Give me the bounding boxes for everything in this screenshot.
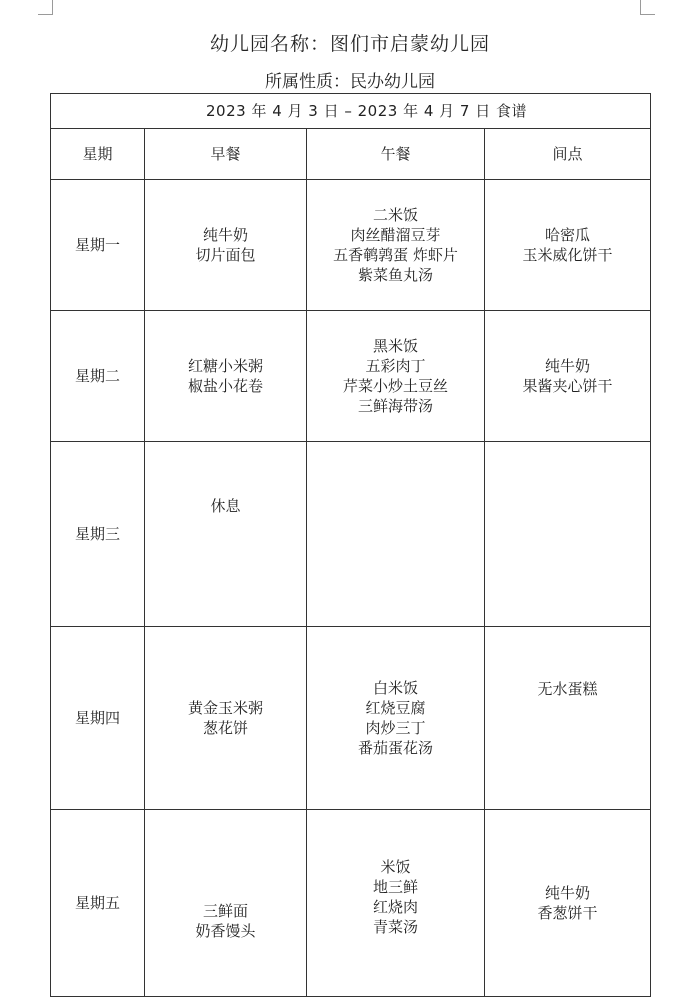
week-range-row [51,94,651,129]
menu-item: 香葱饼干 [537,904,598,922]
lunch-cell [307,311,485,442]
day-cell: 星期三 [51,442,145,627]
table-row [51,311,651,442]
breakfast-cell [145,810,307,997]
snack-cell [485,442,651,627]
menu-item: 青菜汤 [372,918,418,936]
snack-cell [485,810,651,997]
menu-item: 无水蛋糕 [537,680,598,698]
snack-cell [485,627,651,810]
column-header-breakfast: 早餐 [145,129,307,180]
menu-item: 肉炒三丁 [365,719,426,737]
menu-item: 纯牛奶 [545,884,591,902]
breakfast-cell [145,311,307,442]
lunch-cell [307,810,485,997]
column-header-day: 星期 [51,129,145,180]
menu-item: 米饭 [380,858,411,876]
breakfast-cell [145,442,307,627]
day-cell: 星期四 [51,627,145,810]
menu-item: 红烧豆腐 [365,699,426,717]
lunch-cell [307,180,485,311]
table-row [51,442,651,627]
menu-item: 红烧肉 [372,898,418,916]
column-header-lunch: 午餐 [307,129,485,180]
day-cell: 星期二 [51,311,145,442]
menu-item: 芹菜小炒土豆丝 [342,377,448,395]
kindergarten-name: 幼儿园名称：图们市启蒙幼儿园 [209,33,490,55]
menu-item: 黑米饭 [372,337,418,355]
breakfast-cell [145,180,307,311]
menu-item: 紫菜鱼丸汤 [357,266,433,284]
menu-item: 休息 [210,497,241,515]
menu-item: 切片面包 [195,246,256,264]
menu-item: 纯牛奶 [545,357,591,375]
menu-item: 黄金玉米粥 [187,699,263,717]
menu-item: 纯牛奶 [202,226,248,244]
header-row [51,129,651,180]
menu-item: 椒盐小花卷 [187,377,263,395]
table-row [51,627,651,810]
lunch-cell [307,442,485,627]
menu-item: 白米饭 [372,679,418,697]
day-cell: 星期五 [51,810,145,997]
lunch-cell [307,627,485,810]
menu-item: 二米饭 [372,206,418,224]
week-range-text: 2023 年 4 月 3 日 – 2023 年 4 月 7 日 食谱 [206,102,528,120]
menu-item: 果酱夹心饼干 [522,377,613,395]
week-range-cell [51,94,651,129]
menu-item: 奶香馒头 [195,922,256,940]
menu-item: 番茄蛋花汤 [357,739,433,757]
menu-item: 三鲜面 [202,902,248,920]
menu-item: 红糖小米粥 [187,357,263,375]
menu-item: 五香鹌鹑蛋 炸虾片 [333,246,458,264]
ownership-type: 所属性质：民办幼儿园 [265,72,435,92]
menu-item: 肉丝醋溜豆芽 [350,226,441,244]
menu-item: 葱花饼 [202,719,248,737]
column-header-snack: 间点 [485,129,651,180]
breakfast-cell [145,627,307,810]
menu-item: 地三鲜 [372,878,418,896]
page-corner-mark-right [640,0,655,15]
table-row [51,810,651,997]
day-cell: 星期一 [51,180,145,311]
weekly-menu-table [50,93,651,997]
snack-cell [485,180,651,311]
menu-item: 玉米威化饼干 [522,246,613,264]
page-corner-mark-left [38,0,53,15]
menu-item: 哈密瓜 [545,226,591,244]
snack-cell [485,311,651,442]
menu-item: 三鲜海带汤 [357,397,433,415]
menu-item: 五彩肉丁 [365,357,426,375]
table-row [51,180,651,311]
